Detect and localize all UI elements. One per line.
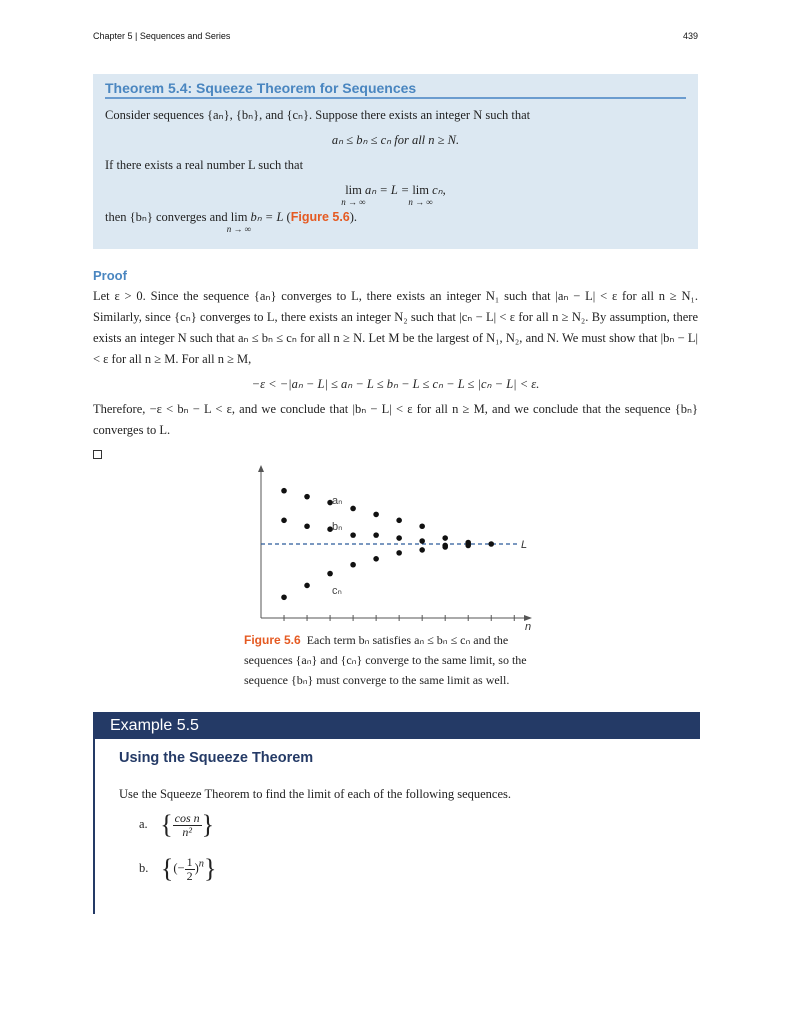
example-item-b: b. {(− $\frac{1}{2}$ )$^n$} — [139, 854, 217, 883]
point-series-a — [396, 518, 402, 524]
example-intro: Use the Squeeze Theorem to find the limit of each of the following sequences. — [119, 787, 512, 801]
series-label-a: aₙ — [332, 495, 343, 507]
point-series-c — [350, 562, 356, 568]
example-item-a: a. { $\frac{\text{cos n}}{\text{n²}}$ } — [139, 810, 215, 839]
example-box — [93, 712, 700, 914]
point-series-b — [281, 518, 287, 524]
point-series-a — [350, 506, 356, 512]
fraction: $\frac{1}{2}$ — [186, 854, 193, 883]
conclusion-limit: bₙ = L — [250, 210, 284, 224]
theorem-line-3: then {bₙ} converges and lim n → ∞ bₙ = L (Figure 5.6). — [105, 207, 686, 228]
proof-heading: Proof — [93, 268, 127, 283]
point-series-b — [373, 532, 379, 538]
limit-expression-left: aₙ = L = — [365, 183, 410, 197]
theorem-box — [93, 74, 698, 249]
point-series-c — [396, 550, 402, 556]
proof-body — [93, 286, 698, 441]
paren-open: (− — [173, 860, 185, 875]
point-series-b — [488, 541, 494, 547]
point-series-a — [442, 535, 448, 541]
proof-display-inequality: −ε < −|aₙ − L| ≤ aₙ − L ≤ bₙ − L ≤ cₙ − L ≤ |cₙ − L| < ε. — [251, 377, 540, 391]
exponent: n — [198, 858, 204, 870]
series-label-c: cₙ — [332, 585, 342, 597]
limit-line-label: L — [521, 539, 528, 551]
theorem-display-1: aₙ ≤ bₙ ≤ cₙ for all n ≥ N. — [331, 133, 460, 147]
point-series-c — [373, 556, 379, 562]
point-series-a — [304, 494, 310, 500]
paren-close: ) — [194, 860, 199, 875]
theorem-line-1: Consider sequences {aₙ}, {bₙ}, and {cₙ}. Suppose there exists an integer N such that — [105, 108, 531, 122]
point-series-c — [419, 547, 425, 553]
proof-paragraph-1: Let ε > 0. Since the sequence {aₙ} converges to L, there exists an integer N₁ such that |aₙ − L| < ε for all n ≥ N₁. Similarly, since {cₙ} converges to L, there exists an integer N₂ such that |cₙ − L| < ε for all n ≥ N₂. By assumption, there exists an integer N such that aₙ ≤ bₙ ≤ cₙ for all n ≥ N. Let M be the largest of N₁, N₂, and N. We must show that |bₙ − L| < ε for all n ≥ M. For all n ≥ M, — [93, 289, 698, 366]
chapter-title: Chapter 5 | Sequences and Series — [93, 31, 231, 41]
point-series-b — [304, 523, 310, 529]
proof-paragraph-2: Therefore, −ε < bₙ − L < ε, and we conclude that |bₙ − L| < ε for all n ≥ M, and we conclude that the sequence {bₙ} converges to L. — [93, 402, 698, 437]
example-subtitle: Using the Squeeze Theorem — [119, 750, 314, 766]
point-series-c — [281, 594, 287, 600]
page-number: 439 — [682, 31, 698, 41]
point-series-c — [327, 571, 333, 577]
limit-operator: lim n → ∞ — [341, 183, 366, 207]
point-series-c — [304, 583, 310, 589]
x-axis-label: n — [525, 621, 532, 632]
point-series-c — [442, 544, 448, 550]
qed-symbol — [93, 450, 102, 459]
theorem-title: Theorem 5.4: Squeeze Theorem for Sequences — [105, 80, 686, 99]
figure-5-6-chart — [244, 462, 544, 632]
point-series-a — [373, 512, 379, 518]
item-label: b. — [139, 860, 149, 875]
theorem-line-2: If there exists a real number L such that — [105, 158, 304, 172]
point-series-b — [350, 532, 356, 538]
limit-expression-right: cₙ, — [432, 183, 446, 197]
theorem-display-2 — [105, 180, 686, 207]
y-axis-arrow — [258, 465, 264, 472]
figure-label: Figure 5.6 — [244, 633, 301, 647]
limit-operator: lim n → ∞ — [408, 183, 433, 207]
series-label-b: bₙ — [332, 521, 343, 533]
point-series-b — [419, 538, 425, 544]
fraction: $\frac{\text{cos n}}{\text{n²}}$ — [174, 810, 200, 839]
limit-operator: lim n → ∞ — [226, 210, 252, 234]
figure-caption — [244, 630, 544, 690]
example-header: Example 5.5 — [95, 712, 700, 739]
closing-paren: ). — [349, 210, 358, 224]
conclusion-text: then {bₙ} converges and — [105, 210, 228, 224]
point-series-c — [465, 543, 471, 549]
point-series-b — [396, 535, 402, 541]
point-series-a — [419, 523, 425, 529]
item-label: a. — [139, 816, 148, 831]
point-series-a — [281, 488, 287, 494]
figure-link[interactable]: Figure 5.6 — [290, 210, 350, 224]
caption-text: Each term bₙ satisfies aₙ ≤ bₙ ≤ cₙ and the sequences {aₙ} and {cₙ} converge to the same limit, so the sequence {bₙ} must converge to the same limit as well. — [244, 633, 527, 687]
